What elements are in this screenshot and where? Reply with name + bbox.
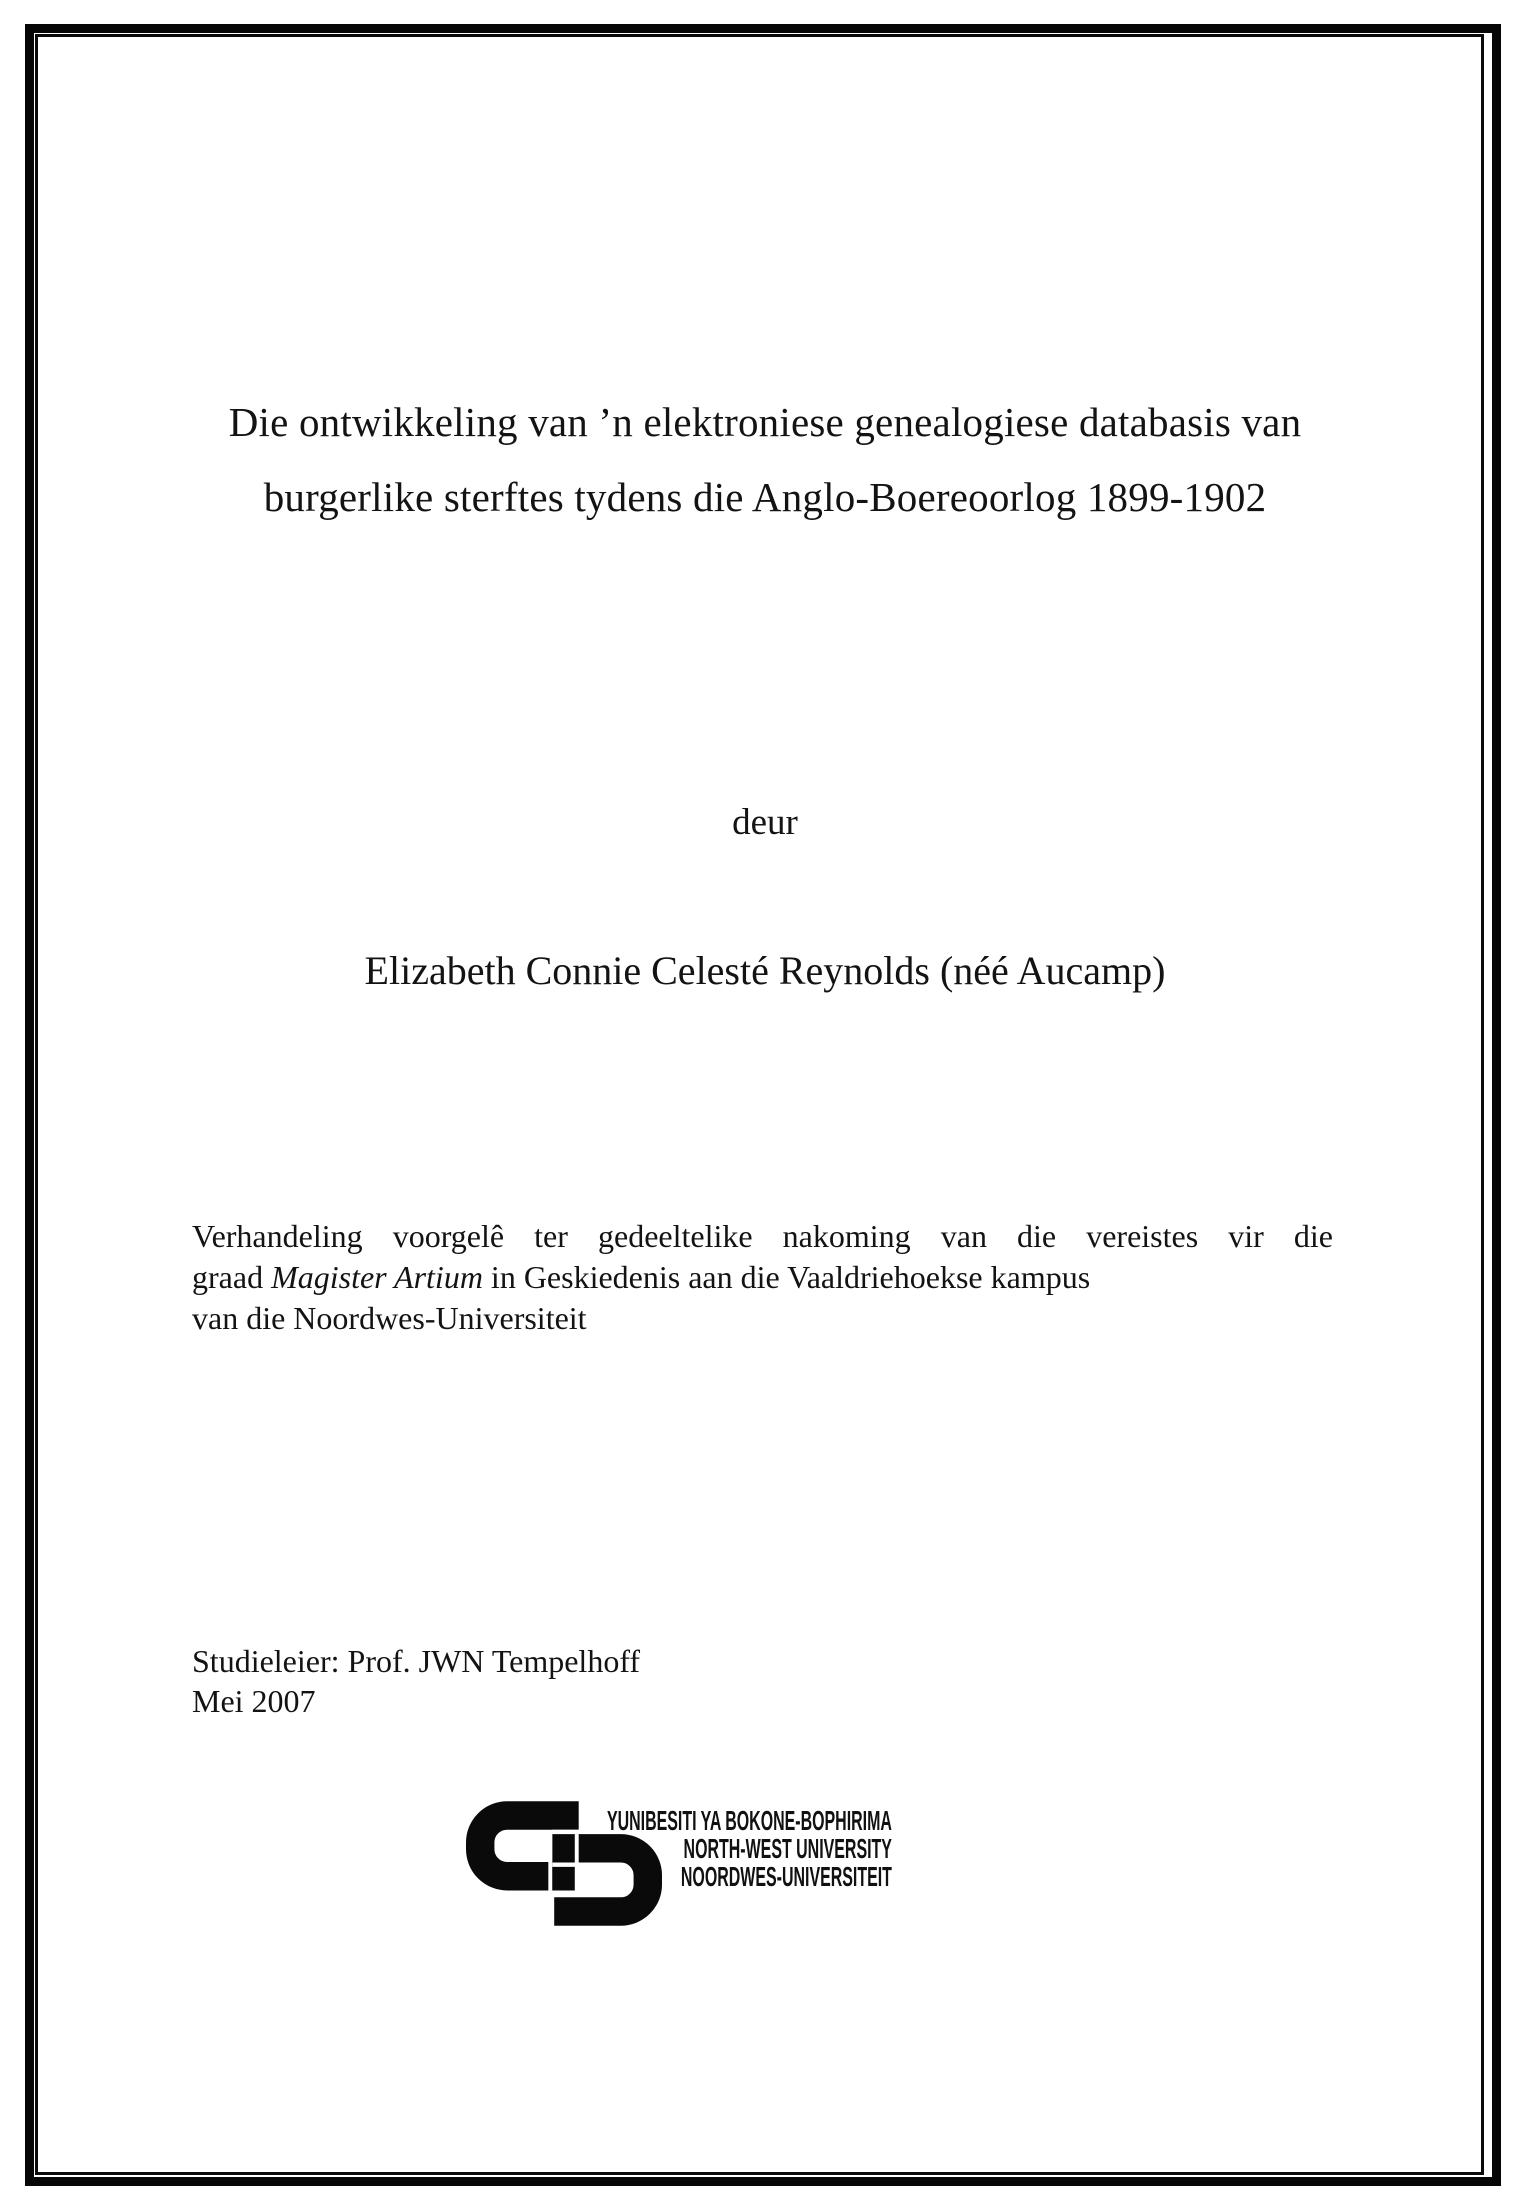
thesis-statement — [192, 1216, 1333, 1339]
supervisor-line: Studieleier: Prof. JWN Tempelhoff — [192, 1643, 641, 1679]
logo-text-afrikaans: NOORDWES-UNIVERSITEIT — [680, 1861, 892, 1892]
title-line-2: burgerlike sterftes tydens die Anglo-Boereoorlog 1899-1902 — [263, 474, 1267, 520]
statement-line-1: Verhandeling voorgelê ter gedeeltelike nakoming van die vereistes vir die — [192, 1218, 1333, 1254]
date-line: Mei 2007 — [192, 1683, 316, 1719]
author-name: Elizabeth Connie Celesté Reynolds (néé Aucamp) — [364, 948, 1166, 993]
logo-text-setswana: YUNIBESITI YA BOKONE-BOPHIRIMA — [607, 1805, 892, 1836]
supervisor-block — [192, 1641, 640, 1721]
statement-line-3: van die Noordwes-Universiteit — [192, 1300, 587, 1336]
statement-line-2-suffix: in Geskiedenis aan die Vaaldriehoekse kampus — [482, 1259, 1091, 1295]
degree-name-italic: Magister Artium — [271, 1259, 483, 1295]
nwu-logo-text — [607, 1807, 892, 1891]
statement-line-2 — [192, 1257, 1333, 1298]
title-line-1: Die ontwikkeling van ’n elektroniese genealogiese databasis van — [228, 399, 1302, 445]
statement-line-2-prefix: graad — [192, 1259, 272, 1295]
logo-text-english: NORTH-WEST UNIVERSITY — [683, 1833, 892, 1864]
page-title — [140, 385, 1390, 535]
byline-deur: deur — [732, 802, 798, 843]
